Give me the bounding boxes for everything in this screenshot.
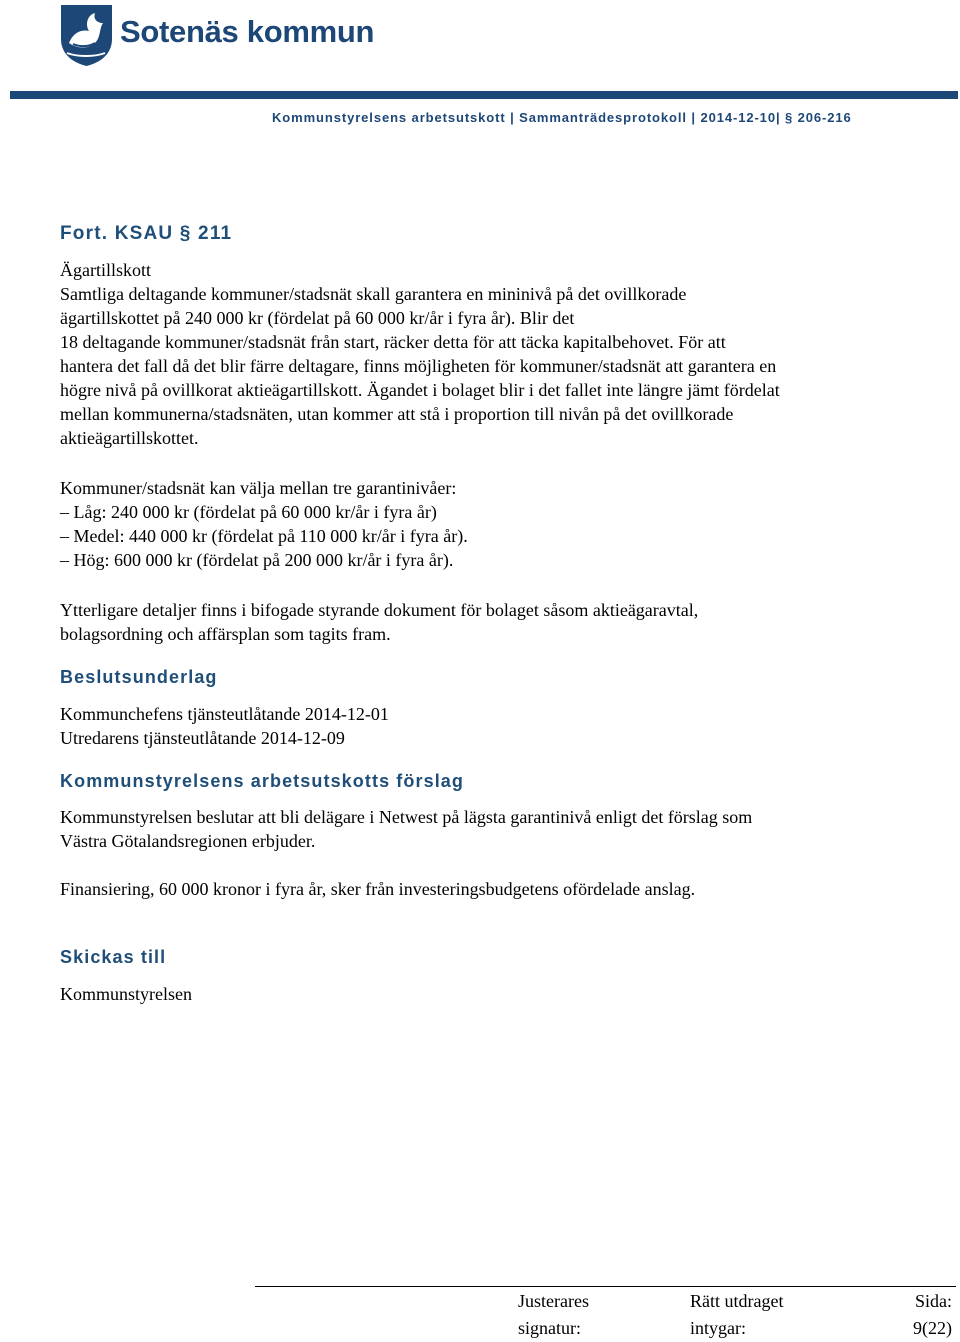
justerares-signatur: [518, 1288, 589, 1342]
signatur-label: signatur:: [518, 1318, 581, 1338]
level-high: Hög: 600 000 kr (fördelat på 200 000 kr/år i fyra år).: [73, 550, 454, 570]
beslutsunderlag-item: Utredarens tjänsteutlåtande 2014-12-09: [60, 728, 345, 748]
justerares-label: Justerares: [518, 1291, 589, 1311]
list-item: [60, 524, 468, 548]
list-item: [60, 500, 468, 524]
sida-label: Sida:: [914, 1291, 952, 1311]
financing-line: Finansiering, 60 000 kronor i fyra år, sker från investeringsbudgetens ofördelade anslag.: [60, 879, 696, 899]
page-number: [880, 1288, 952, 1342]
paragraph-line: ägartillskottet på 240 000 kr (fördelat på 60 000 kr/år i fyra år). Blir det: [60, 308, 575, 328]
paragraph-line: 18 deltagande kommuner/stadsnät från start, räcker detta för att täcka kapitalbehovet. För att: [60, 332, 726, 352]
utdrag-label: Rätt utdraget: [690, 1291, 784, 1311]
org-name: Sotenäs kommun: [120, 14, 375, 49]
paragraph-line: högre nivå på ovillkorat aktieägartillskott. Ägandet i bolaget blir i det fallet inte längre jämt fördelat: [60, 380, 780, 400]
coat-of-arms-icon: [59, 3, 114, 67]
paragraph-line: Västra Götalandsregionen erbjuder.: [60, 831, 316, 851]
paragraph-line: hantera det fall då det blir färre deltagare, finns möjligheten för kommuner/stadsnät att garantera en: [60, 356, 777, 376]
forslag-heading: Kommunstyrelsens arbetsutskotts förslag: [60, 771, 464, 791]
ratt-utdraget: [690, 1288, 783, 1342]
list-item: [60, 548, 468, 572]
paragraph-line: Samtliga deltagande kommuner/stadsnät skall garantera en mininivå på det ovillkorade: [60, 284, 687, 304]
sida-value: 9(22): [913, 1318, 952, 1338]
dash-bullet: –: [60, 550, 69, 570]
subheading: Ägartillskott: [60, 260, 151, 280]
paragraph-line: aktieägartillskottet.: [60, 428, 199, 448]
beslutsunderlag-heading: Beslutsunderlag: [60, 667, 218, 687]
running-head: Kommunstyrelsens arbetsutskott | Sammanträdesprotokoll | 2014-12-10| § 206-216: [272, 110, 852, 125]
footer-rule: [255, 1286, 956, 1287]
recipient: Kommunstyrelsen: [60, 984, 192, 1004]
level-low: Låg: 240 000 kr (fördelat på 60 000 kr/år i fyra år): [73, 502, 437, 522]
dash-bullet: –: [60, 502, 69, 522]
paragraph-line: Kommunstyrelsen beslutar att bli delägare i Netwest på lägsta garantinivå enligt det förslag som: [60, 807, 753, 827]
org-logo: [59, 3, 114, 67]
dash-bullet: –: [60, 526, 69, 546]
levels-list: [60, 500, 468, 572]
beslutsunderlag-item: Kommunchefens tjänsteutlåtande 2014-12-01: [60, 704, 389, 724]
paragraph-line: bolagsordning och affärsplan som tagits fram.: [60, 624, 391, 644]
header-rule: [10, 91, 958, 99]
skickas-till-heading: Skickas till: [60, 947, 167, 967]
paragraph-line: Ytterligare detaljer finns i bifogade styrande dokument för bolaget såsom aktieägaravtal,: [60, 600, 699, 620]
section-title: Fort. KSAU § 211: [60, 223, 233, 244]
intygar-label: intygar:: [690, 1318, 746, 1338]
paragraph-line: mellan kommunerna/stadsnäten, utan kommer att stå i proportion till nivån på det ovillkorade: [60, 404, 734, 424]
level-medium: Medel: 440 000 kr (fördelat på 110 000 kr/år i fyra år).: [73, 526, 468, 546]
levels-intro: Kommuner/stadsnät kan välja mellan tre garantinivåer:: [60, 478, 457, 498]
